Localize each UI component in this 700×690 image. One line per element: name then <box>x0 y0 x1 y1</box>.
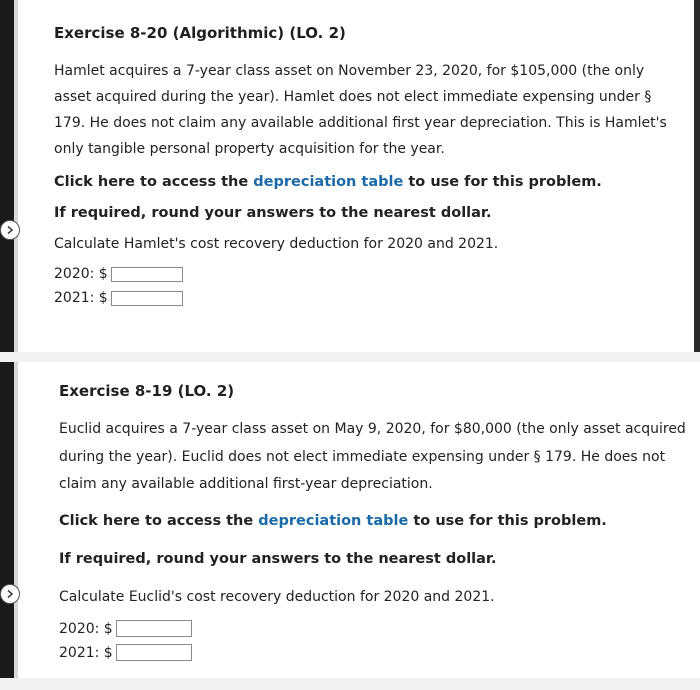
exercise-description: Hamlet acquires a 7-year class asset on November 23, 2020, for $105,000 (the only asset acquired during the year). Hamlet does not elect immediate expensing under § 179. He does not claim any available additional first year depreciation. This is Hamlet's only tangible personal property acquisition for the year. <box>54 63 667 157</box>
answer-row-2020 <box>59 617 699 641</box>
question-prompt: Calculate Hamlet's cost recovery deduction for 2020 and 2021. <box>54 236 499 252</box>
access-suffix: to use for this problem. <box>408 512 607 529</box>
depreciation-table-link[interactable]: depreciation table <box>253 174 404 190</box>
left-border-inner <box>14 0 18 352</box>
exercise-content <box>54 24 684 310</box>
left-border-bar <box>0 362 14 678</box>
rounding-note: If required, round your answers to the nearest dollar. <box>54 205 492 221</box>
chevron-right-icon <box>5 589 15 599</box>
exercise-panel-2 <box>0 362 700 678</box>
chevron-right-icon <box>5 225 15 235</box>
answer-row-2021 <box>59 641 699 665</box>
answer-label: 2021: $ <box>54 290 108 306</box>
exercise-description: Euclid acquires a 7-year class asset on May 9, 2020, for $80,000 (the only asset acquired during the year). Euclid does not elect immediate expensing under § 179. He does not claim any available additional first-year depreciation. <box>59 421 686 492</box>
access-suffix: to use for this problem. <box>403 174 602 190</box>
exercise-title: Exercise 8-20 (Algorithmic) (LO. 2) <box>54 24 346 42</box>
bottom-strip <box>0 678 700 690</box>
answer-label: 2020: $ <box>54 266 108 282</box>
expand-button[interactable] <box>0 584 20 604</box>
access-prefix: Click here to access the <box>54 174 254 190</box>
exercise-title: Exercise 8-19 (LO. 2) <box>59 382 235 400</box>
answer-label: 2021: $ <box>59 644 113 661</box>
access-prefix: Click here to access the <box>59 512 259 529</box>
right-border-bar <box>694 0 700 352</box>
question-prompt: Calculate Euclid's cost recovery deduction for 2020 and 2021. <box>59 588 495 605</box>
panel-divider <box>0 352 700 362</box>
access-line <box>59 513 699 529</box>
depreciation-table-link[interactable]: depreciation table <box>258 512 409 529</box>
exercise-content <box>59 382 699 665</box>
rounding-note: If required, round your answers to the nearest dollar. <box>59 550 497 567</box>
answer-input-2020[interactable] <box>116 620 192 637</box>
answer-row-2021 <box>54 286 684 310</box>
left-border-bar <box>0 0 14 352</box>
access-line <box>54 174 684 190</box>
answer-row-2020 <box>54 262 684 286</box>
expand-button[interactable] <box>0 220 20 240</box>
answer-input-2020[interactable] <box>111 267 183 282</box>
answer-input-2021[interactable] <box>111 291 183 306</box>
answer-input-2021[interactable] <box>116 644 192 661</box>
answer-label: 2020: $ <box>59 620 113 637</box>
left-border-inner <box>14 362 18 678</box>
